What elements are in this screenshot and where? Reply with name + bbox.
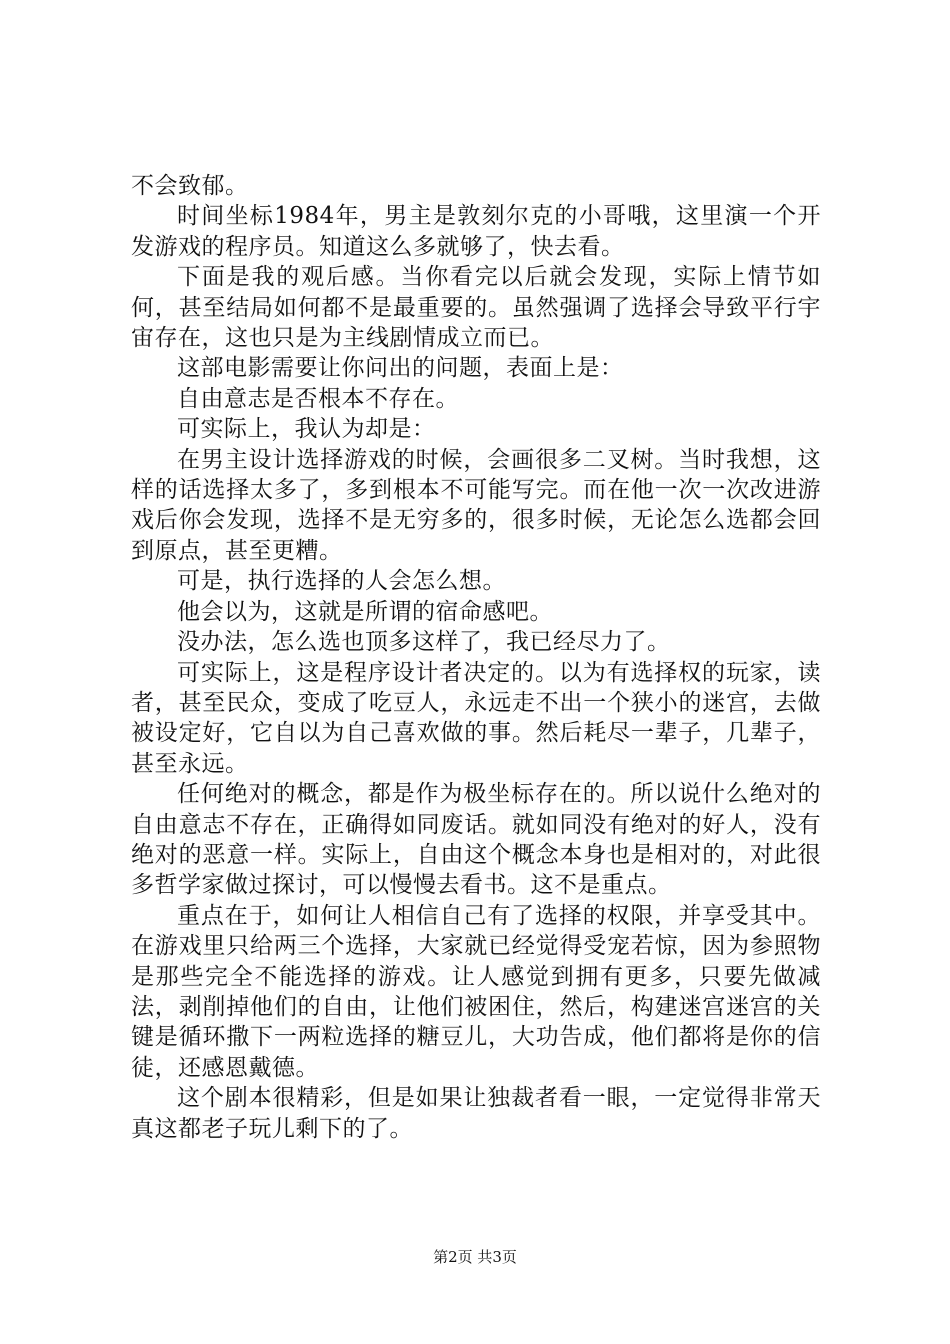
paragraph: 任何绝对的概念，都是作为极坐标存在的。所以说什么绝对的自由意志不存在，正确得如同废话。就如同没有绝对的好人，没有绝对的恶意一样。实际上，自由这个概念本身也是相对的，对此很多哲学家做过探讨，可以慢慢去看书。这不是重点。: [131, 781, 821, 899]
paragraph: 可实际上，这是程序设计者决定的。以为有选择权的玩家，读者，甚至民众，变成了吃豆人，永远走不出一个狭小的迷宫，去做被设定好，它自以为自己喜欢做的事。然后耗尽一辈子，几辈子，甚至永远。: [131, 659, 821, 777]
paragraph: 在男主设计选择游戏的时候，会画很多二叉树。当时我想，这样的话选择太多了，多到根本不可能写完。而在他一次一次改进游戏后你会发现，选择不是无穷多的，很多时候，无论怎么选都会回到原点，甚至更糟。: [131, 446, 821, 564]
paragraph: 下面是我的观后感。当你看完以后就会发现，实际上情节如何，甚至结局如何都不是最重要的。虽然强调了选择会导致平行宇宙存在，这也只是为主线剧情成立而已。: [131, 264, 821, 352]
paragraph: 时间坐标1984年，男主是敦刻尔克的小哥哦，这里演一个开发游戏的程序员。知道这么多就够了，快去看。: [131, 203, 821, 260]
paragraph: 不会致郁。: [131, 173, 249, 199]
page-footer: 第2页 共3页: [433, 1248, 517, 1266]
paragraph: 可是，执行选择的人会怎么想。: [177, 568, 506, 595]
paragraph: 可实际上，我认为却是：: [177, 416, 436, 443]
document-body: [131, 171, 821, 1144]
paragraph: 自由意志是否根本不存在。: [177, 385, 459, 412]
paragraph: 这部电影需要让你问出的问题，表面上是：: [177, 355, 624, 382]
paragraph: 这个剧本很精彩，但是如果让独裁者看一眼，一定觉得非常天真这都老子玩儿剩下的了。: [131, 1085, 821, 1142]
paragraph: 他会以为，这就是所谓的宿命感吧。: [177, 598, 553, 625]
paragraph: 没办法，怎么选也顶多这样了，我已经尽力了。: [177, 629, 671, 656]
paragraph: 重点在于，如何让人相信自己有了选择的权限，并享受其中。在游戏里只给两三个选择，大家就已经觉得受宠若惊，因为参照物是那些完全不能选择的游戏。让人感觉到拥有更多，只要先做减法，剥削掉他们的自由，让他们被困住，然后，构建迷宫迷宫的关键是循环撒下一两粒选择的糖豆儿，大功告成，他们都将是你的信徒，还感恩戴德。: [131, 902, 821, 1081]
